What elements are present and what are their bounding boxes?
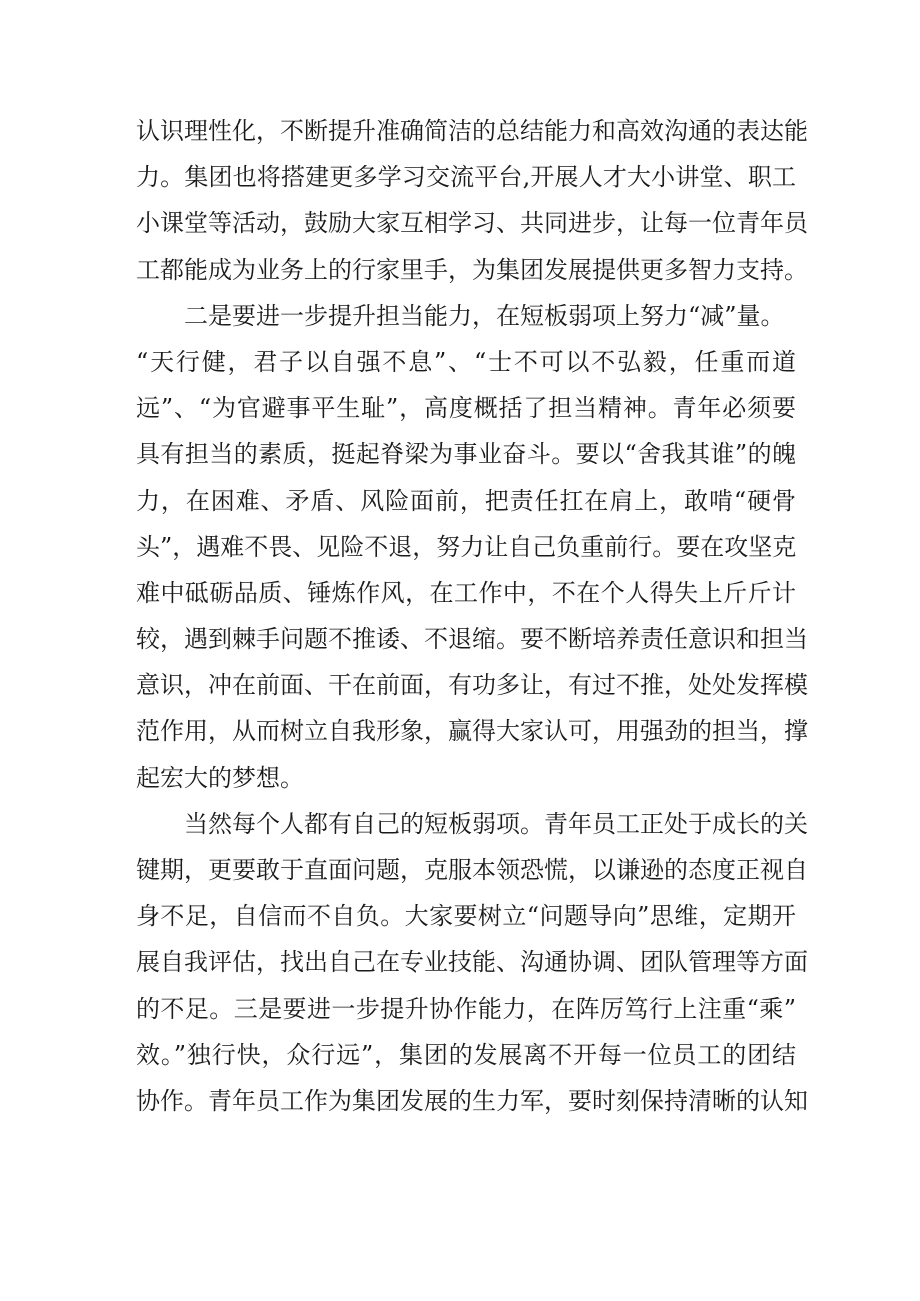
text-line: 起宏大的梦想。 <box>136 763 304 792</box>
text-line: 工都能成为业务上的行家里手，为集团发展提供更多智力支持。 <box>136 255 808 284</box>
text-line: 较，遇到棘手问题不推诿、不退缩。要不断培养责任意识和担当 <box>136 625 808 654</box>
text-line: 力，在困难、矛盾、风险面前，把责任扛在肩上，敢啃“硬骨 <box>136 486 796 515</box>
text-line: 认识理性化，不断提升准确简洁的总结能力和高效沟通的表达能 <box>136 117 808 145</box>
paragraph-start-line: 当然每个人都有自己的短板弱项。青年员工正处于成长的关 <box>184 809 808 838</box>
paragraph-start-line: 二是要进一步提升担当能力，在短板弱项上努力“减”量。 <box>184 301 785 330</box>
text-line: 小课堂等活动，鼓励大家互相学习、共同进步，让每一位青年员 <box>136 209 808 238</box>
text-line: 具有担当的素质，挺起脊梁为事业奋斗。要以“舍我其谁”的魄 <box>136 440 796 469</box>
text-line: 身不足，自信而不自负。大家要树立“问题导向”思维，定期开 <box>136 902 796 931</box>
text-line: 意识，冲在前面、干在前面，有功多让，有过不推，处处发挥模 <box>136 671 808 700</box>
text-line: 头”，遇难不畏、见险不退，努力让自己负重前行。要在攻坚克 <box>136 532 797 561</box>
text-line: 展自我评估，找出自己在专业技能、沟通协调、团队管理等方面 <box>136 948 808 977</box>
text-line: “天行健，君子以自强不息”、“士不可以不弘毅，任重而道 <box>136 347 796 376</box>
text-line: 难中砥砺品质、锤炼作风，在工作中，不在个人得失上斤斤计 <box>136 578 796 607</box>
text-line: 效。”独行快，众行远”，集团的发展离不开每一位员工的团结 <box>136 1040 796 1069</box>
text-line: 力。集团也将搭建更多学习交流平台,开展人才大小讲堂、职工 <box>136 163 796 192</box>
text-line: 的不足。三是要进一步提升协作能力，在阵厉笃行上注重“乘” <box>136 994 796 1023</box>
text-line: 键期，更要敢于直面问题，克服本领恐慌，以谦逊的态度正视自 <box>136 856 808 884</box>
text-line: 协作。青年员工作为集团发展的生力军，要时刻保持清晰的认知 <box>136 1086 808 1115</box>
text-line: 远”、“为官避事平生耻”，高度概括了担当精神。青年必须要 <box>136 394 796 423</box>
body-text <box>136 108 808 1124</box>
text-line: 范作用，从而树立自我形象，赢得大家认可，用强劲的担当，撑 <box>136 717 808 746</box>
